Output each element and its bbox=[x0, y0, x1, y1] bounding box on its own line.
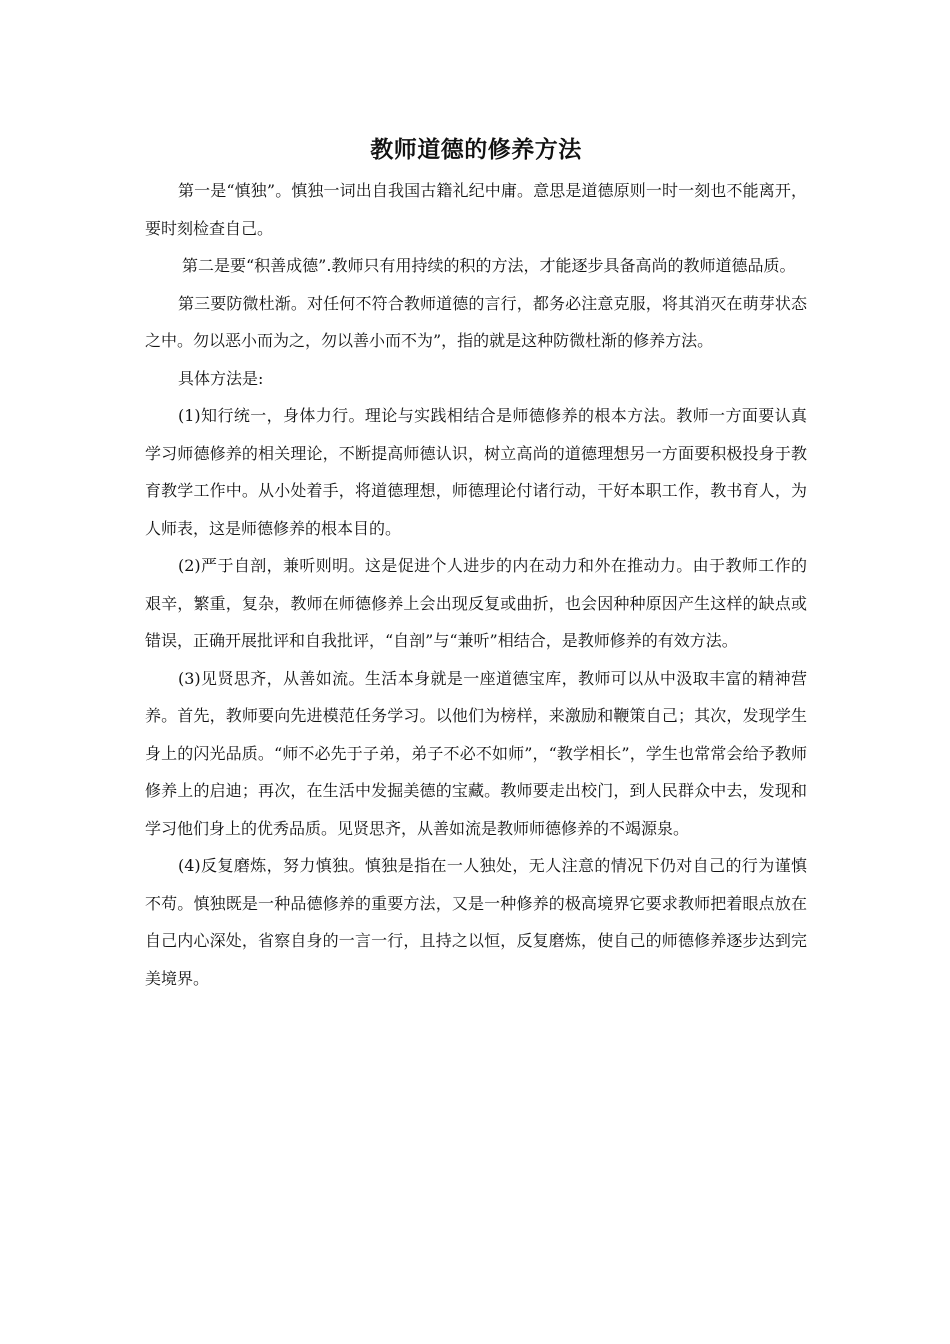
paragraph-methods-intro: 具体方法是: bbox=[178, 368, 264, 388]
document-title: 教师道德的修养方法 bbox=[370, 137, 582, 163]
paragraph-method-2: (2)严于自剖，兼听则明。这是促进个人进步的内在动力和外在推动力。由于教师工作的艰辛，繁重，复杂，教师在师德修养上会出现反复或曲折，也会因种种原因产生这样的缺点或错误，正确开展批评和自我批评，“自剖”与“兼听”相结合，是教师修养的有效方法。 bbox=[145, 556, 807, 650]
paragraph-shendu: 第一是“慎独”。慎独一词出自我国古籍礼纪中庸。意思是道德原则一时一刻也不能离开，要时刻检查自己。 bbox=[145, 181, 807, 238]
paragraph-method-4: (4)反复磨炼，努力慎独。慎独是指在一人独处，无人注意的情况下仍对自己的行为谨慎不苟。慎独既是一种品德修养的重要方法，又是一种修养的极高境界它要求教师把着眼点放在自己内心深处，省察自身的一言一行，且持之以恒，反复磨炼，使自己的师德修养逐步达到完美境界。 bbox=[145, 856, 807, 988]
paragraph-method-3: (3)见贤思齐，从善如流。生活本身就是一座道德宝库，教师可以从中汲取丰富的精神营养。首先，教师要向先进模范任务学习。以他们为榜样，来激励和鞭策自己；其次，发现学生身上的闪光品质。“师不必先于子弟，弟子不必不如师”，“教学相长”，学生也常常会给予教师修养上的启迪；再次，在生活中发掘美德的宝藏。教师要走出校门，到人民群众中去，发现和学习他们身上的优秀品质。见贤思齐，从善如流是教师师德修养的不竭源泉。 bbox=[145, 668, 807, 838]
document-page bbox=[145, 128, 807, 997]
paragraph-jishan: 第二是要“积善成德”.教师只有用持续的积的方法，才能逐步具备高尚的教师道德品质。 bbox=[182, 256, 796, 275]
paragraph-fangwei: 第三要防微杜渐。对任何不符合教师道德的言行，都务必注意克服，将其消灭在萌芽状态之中。勿以恶小而为之，勿以善小而不为”，指的就是这种防微杜渐的修养方法。 bbox=[145, 293, 807, 350]
paragraph-method-1: (1)知行统一，身体力行。理论与实践相结合是师德修养的根本方法。教师一方面要认真学习师德修养的相关理论，不断提高师德认识，树立高尚的道德理想另一方面要积极投身于教育教学工作中。从小处着手，将道德理想，师德理论付诸行动，干好本职工作，教书育人，为人师表，这是师德修养的根本目的。 bbox=[145, 406, 807, 538]
